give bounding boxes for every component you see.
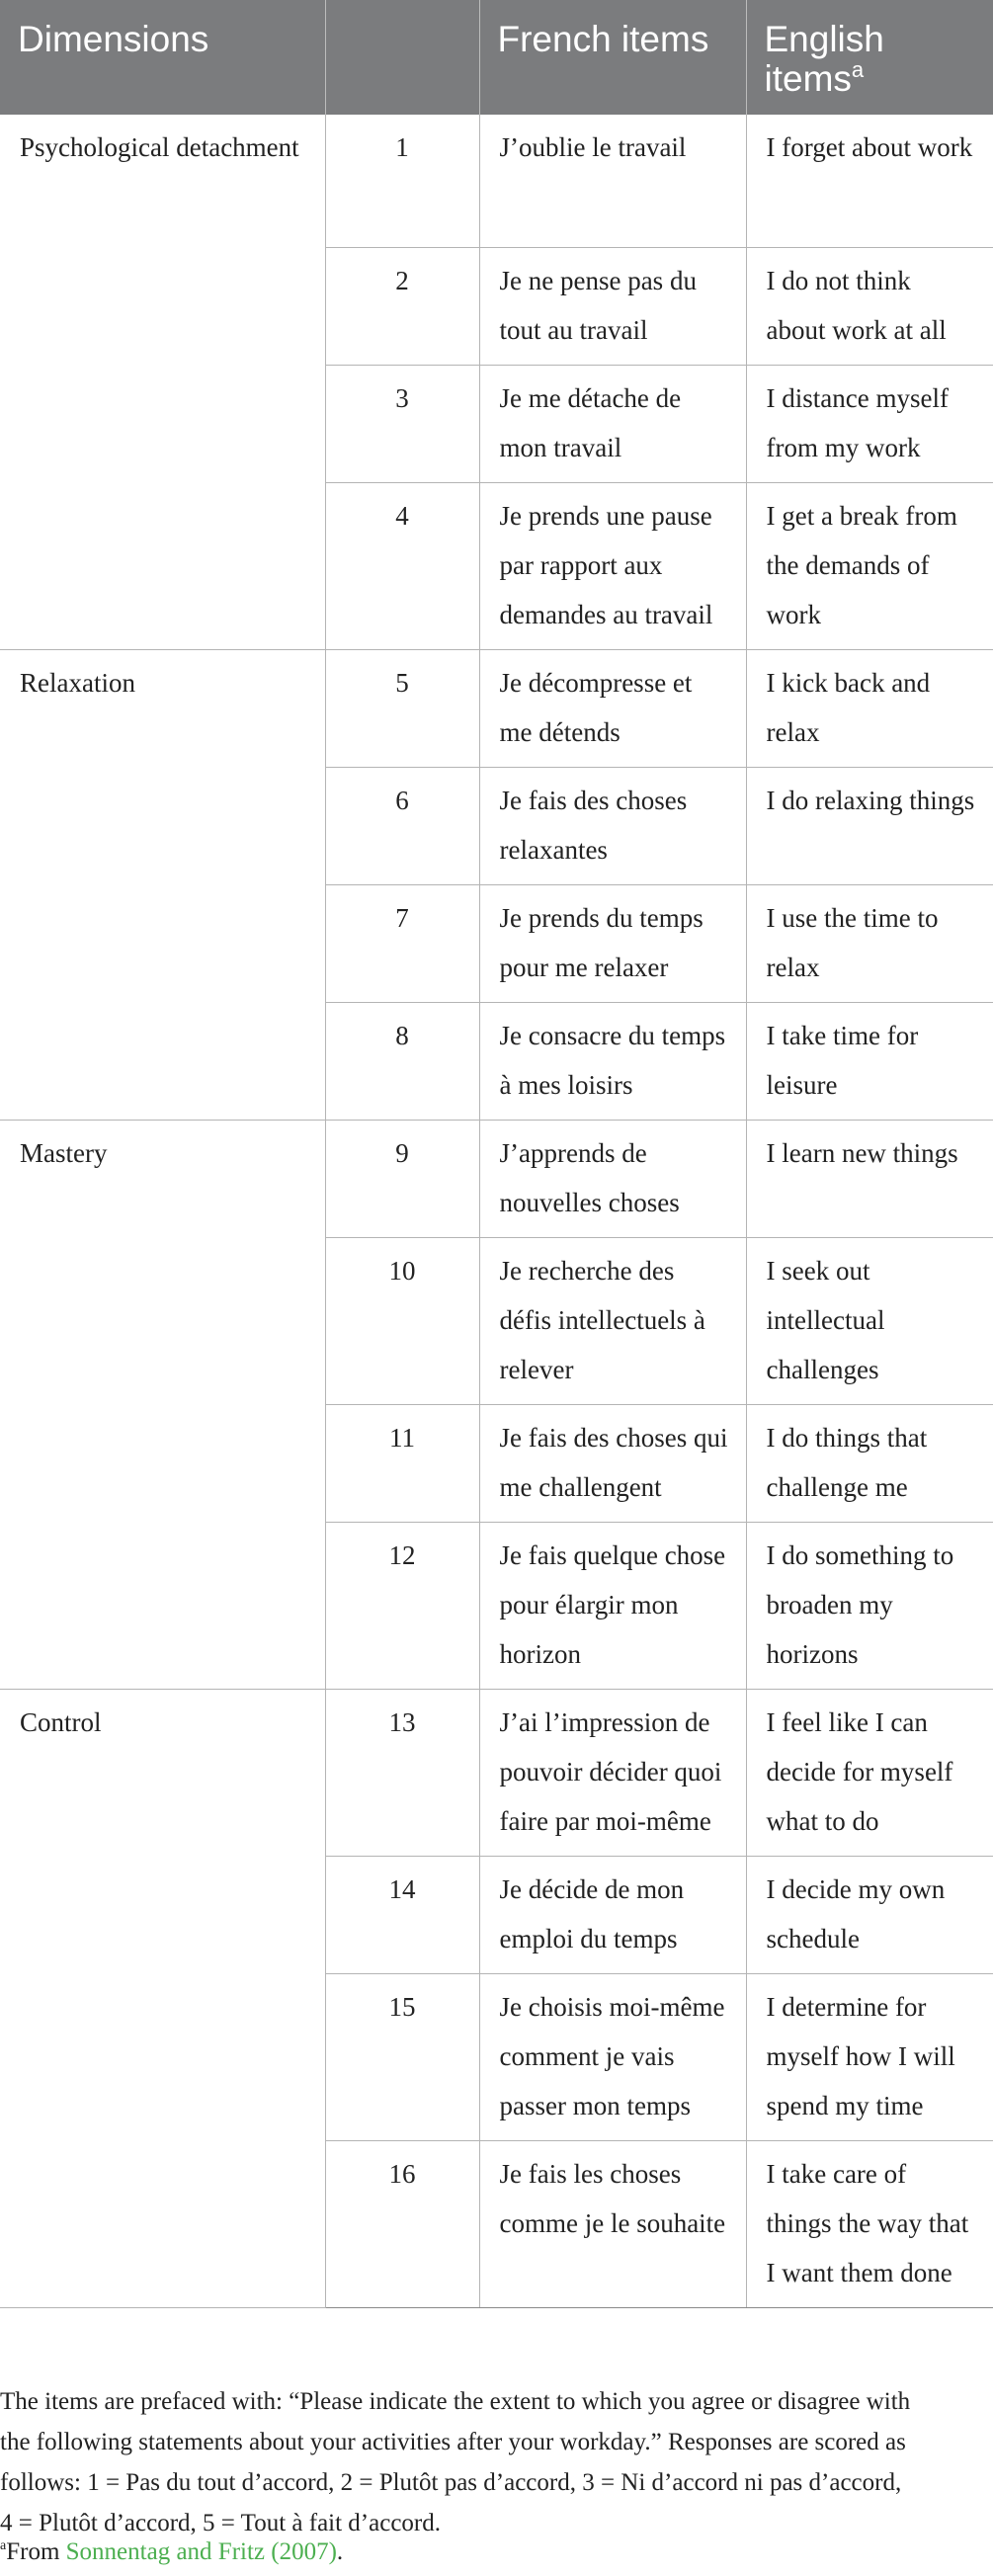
item-number-cell: 9 — [325, 1120, 479, 1237]
table-body — [0, 115, 993, 2307]
english-item-cell: I determine for myself how I will spend my time — [746, 1973, 993, 2140]
french-item-cell: Je prends une pause par rapport aux demandes au travail — [479, 482, 746, 649]
french-item-cell: Je fais des choses relaxantes — [479, 767, 746, 884]
header-french-label: French items — [497, 19, 709, 59]
french-item-cell: Je consacre du temps à mes loisirs — [479, 1002, 746, 1120]
table-header — [0, 0, 993, 115]
english-item-cell: I take care of things the way that I want them done — [746, 2140, 993, 2307]
item-number-cell: 10 — [325, 1237, 479, 1404]
item-number-cell: 7 — [325, 884, 479, 1002]
french-item-cell: J’oublie le travail — [479, 115, 746, 247]
table-notes — [0, 2381, 993, 2543]
notes-line: the following statements about your activities after your workday.” Responses are scored as — [0, 2429, 906, 2455]
header-dimensions — [0, 0, 325, 115]
source-reference-link[interactable]: Sonnentag and Fritz (2007) — [65, 2538, 337, 2565]
table-row — [0, 1120, 993, 1237]
header-french — [479, 0, 746, 115]
english-item-cell: I forget about work — [746, 115, 993, 247]
header-english-label: English items — [764, 19, 884, 99]
french-item-cell: J’apprends de nouvelles choses — [479, 1120, 746, 1237]
english-item-cell: I learn new things — [746, 1120, 993, 1237]
french-item-cell: Je décide de mon emploi du temps — [479, 1856, 746, 1973]
source-prefix: From — [6, 2538, 66, 2565]
english-item-cell: I do something to broaden my horizons — [746, 1522, 993, 1689]
item-number-cell: 1 — [325, 115, 479, 247]
english-item-cell: I do relaxing things — [746, 767, 993, 884]
french-item-cell: Je fais les choses comme je le souhaite — [479, 2140, 746, 2307]
dimension-cell: Relaxation — [0, 649, 325, 1120]
header-english — [746, 0, 993, 115]
english-item-cell: I distance myself from my work — [746, 365, 993, 482]
item-number-cell: 12 — [325, 1522, 479, 1689]
source-suffix: . — [336, 2538, 344, 2565]
item-number-cell: 13 — [325, 1689, 479, 1856]
notes-line: follows: 1 = Pas du tout d’accord, 2 = Plutôt pas d’accord, 3 = Ni d’accord ni pas d’accord, — [0, 2469, 902, 2496]
table-row — [0, 649, 993, 767]
french-item-cell: Je décompresse et me détends — [479, 649, 746, 767]
table-row — [0, 115, 993, 247]
french-item-cell: Je fais quelque chose pour élargir mon horizon — [479, 1522, 746, 1689]
english-item-cell: I take time for leisure — [746, 1002, 993, 1120]
english-item-cell: I do not think about work at all — [746, 247, 993, 365]
item-number-cell: 14 — [325, 1856, 479, 1973]
header-dimensions-label: Dimensions — [18, 19, 209, 59]
header-english-footnote-mark: a — [851, 57, 865, 82]
french-item-cell: Je ne pense pas du tout au travail — [479, 247, 746, 365]
english-item-cell: I use the time to relax — [746, 884, 993, 1002]
item-number-cell: 5 — [325, 649, 479, 767]
french-item-cell: Je fais des choses qui me challengent — [479, 1404, 746, 1522]
header-row — [0, 0, 993, 115]
english-item-cell: I seek out intellectual challenges — [746, 1237, 993, 1404]
source-note — [0, 2532, 993, 2572]
item-number-cell: 15 — [325, 1973, 479, 2140]
french-item-cell: J’ai l’impression de pouvoir décider quoi faire par moi-même — [479, 1689, 746, 1856]
notes-line: The items are prefaced with: “Please indicate the extent to which you agree or disagree with — [0, 2388, 911, 2415]
english-item-cell: I kick back and relax — [746, 649, 993, 767]
english-item-cell: I do things that challenge me — [746, 1404, 993, 1522]
item-number-cell: 8 — [325, 1002, 479, 1120]
notes-line: 4 = Plutôt d’accord, 5 = Tout à fait d’accord. — [0, 2510, 441, 2536]
item-number-cell: 4 — [325, 482, 479, 649]
french-item-cell: Je me détache de mon travail — [479, 365, 746, 482]
item-number-cell: 2 — [325, 247, 479, 365]
item-number-cell: 11 — [325, 1404, 479, 1522]
dimension-cell: Mastery — [0, 1120, 325, 1689]
item-number-cell: 6 — [325, 767, 479, 884]
source-footnote-mark: a — [0, 2538, 7, 2553]
french-item-cell: Je prends du temps pour me relaxer — [479, 884, 746, 1002]
dimension-cell: Psychological detachment — [0, 115, 325, 649]
item-number-cell: 3 — [325, 365, 479, 482]
header-number — [325, 0, 479, 115]
english-item-cell: I decide my own schedule — [746, 1856, 993, 1973]
english-item-cell: I get a break from the demands of work — [746, 482, 993, 649]
french-item-cell: Je choisis moi-même comment je vais passer mon temps — [479, 1973, 746, 2140]
french-item-cell: Je recherche des défis intellectuels à relever — [479, 1237, 746, 1404]
dimension-cell: Control — [0, 1689, 325, 2307]
item-number-cell: 16 — [325, 2140, 479, 2307]
english-item-cell: I feel like I can decide for myself what to do — [746, 1689, 993, 1856]
table-row — [0, 1689, 993, 1856]
